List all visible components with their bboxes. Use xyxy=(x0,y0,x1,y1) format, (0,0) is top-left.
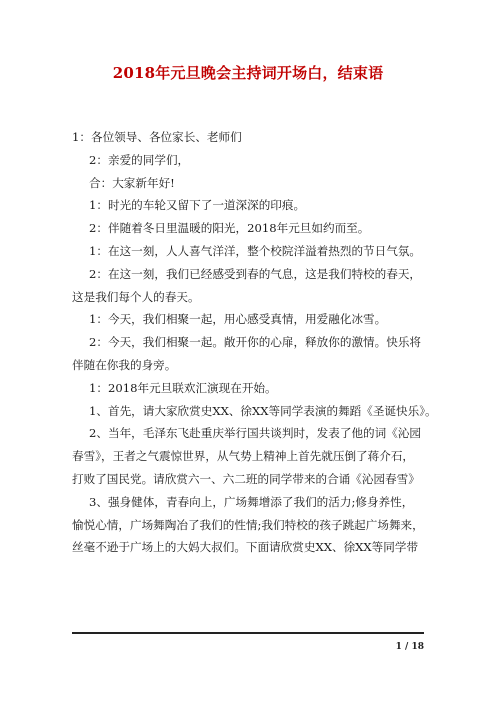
page-number: 1 / 18 xyxy=(395,642,424,652)
footer-rule xyxy=(72,632,424,634)
text-line: 伴随在你我的身旁。 xyxy=(72,357,177,372)
document-title: 2018年元旦晚会主持词开场白，结束语 xyxy=(112,64,384,82)
text-line: 1：今天，我们相聚一起，用心感受真情，用爱融化冰雪。 xyxy=(89,312,387,327)
text-line: 2：在这一刻，我们已经感受到春的气息，这是我们特校的春天， xyxy=(89,266,422,281)
text-line: 合：大家新年好! xyxy=(89,175,175,190)
text-line: 丝毫不逊于广场上的大妈大叔们。下面请欣赏史XX、徐XX等同学带 xyxy=(72,540,419,555)
text-line: 愉悦心情，广场舞陶冶了我们的性情;我们特校的孩子跳起广场舞来， xyxy=(72,517,424,532)
text-line: 1：在这一刻，人人喜气洋洋，整个校院洋溢着热烈的节日气氛。 xyxy=(89,243,422,258)
text-line: 2、当年，毛泽东飞赴重庆举行国共谈判时，发表了他的词《沁园 xyxy=(89,426,422,441)
text-line: 1、首先，请大家欣赏史XX、徐XX等同学表演的舞蹈《圣诞快乐》。 xyxy=(89,403,437,418)
text-line: 1：2018年元旦联欢汇演现在开始。 xyxy=(89,380,277,395)
text-line: 打败了国民党。请欣赏六一、六二班的同学带来的合诵《沁园春雪》 xyxy=(72,471,420,486)
text-line: 2：亲爱的同学们， xyxy=(89,152,190,167)
document-body xyxy=(72,126,437,559)
text-line: 2：今天，我们相聚一起。敞开你的心扉，释放你的激情。快乐将 xyxy=(89,335,422,350)
text-line: 1：各位领导、各位家长、老师们 xyxy=(72,130,242,144)
text-line: 3、强身健体，青春向上，广场舞增添了我们的活力;修身养性， xyxy=(89,494,414,509)
text-line: 春雪》，王者之气震惊世界，从气势上精神上首先就压倒了蒋介石， xyxy=(72,449,415,464)
text-line: 这是我们每个人的春天。 xyxy=(72,289,200,304)
text-line: 1：时光的车轮又留下了一道深深的印痕。 xyxy=(89,198,306,213)
text-line: 2：伴随着冬日里温暖的阳光，2018年元旦如约而至。 xyxy=(89,221,370,236)
